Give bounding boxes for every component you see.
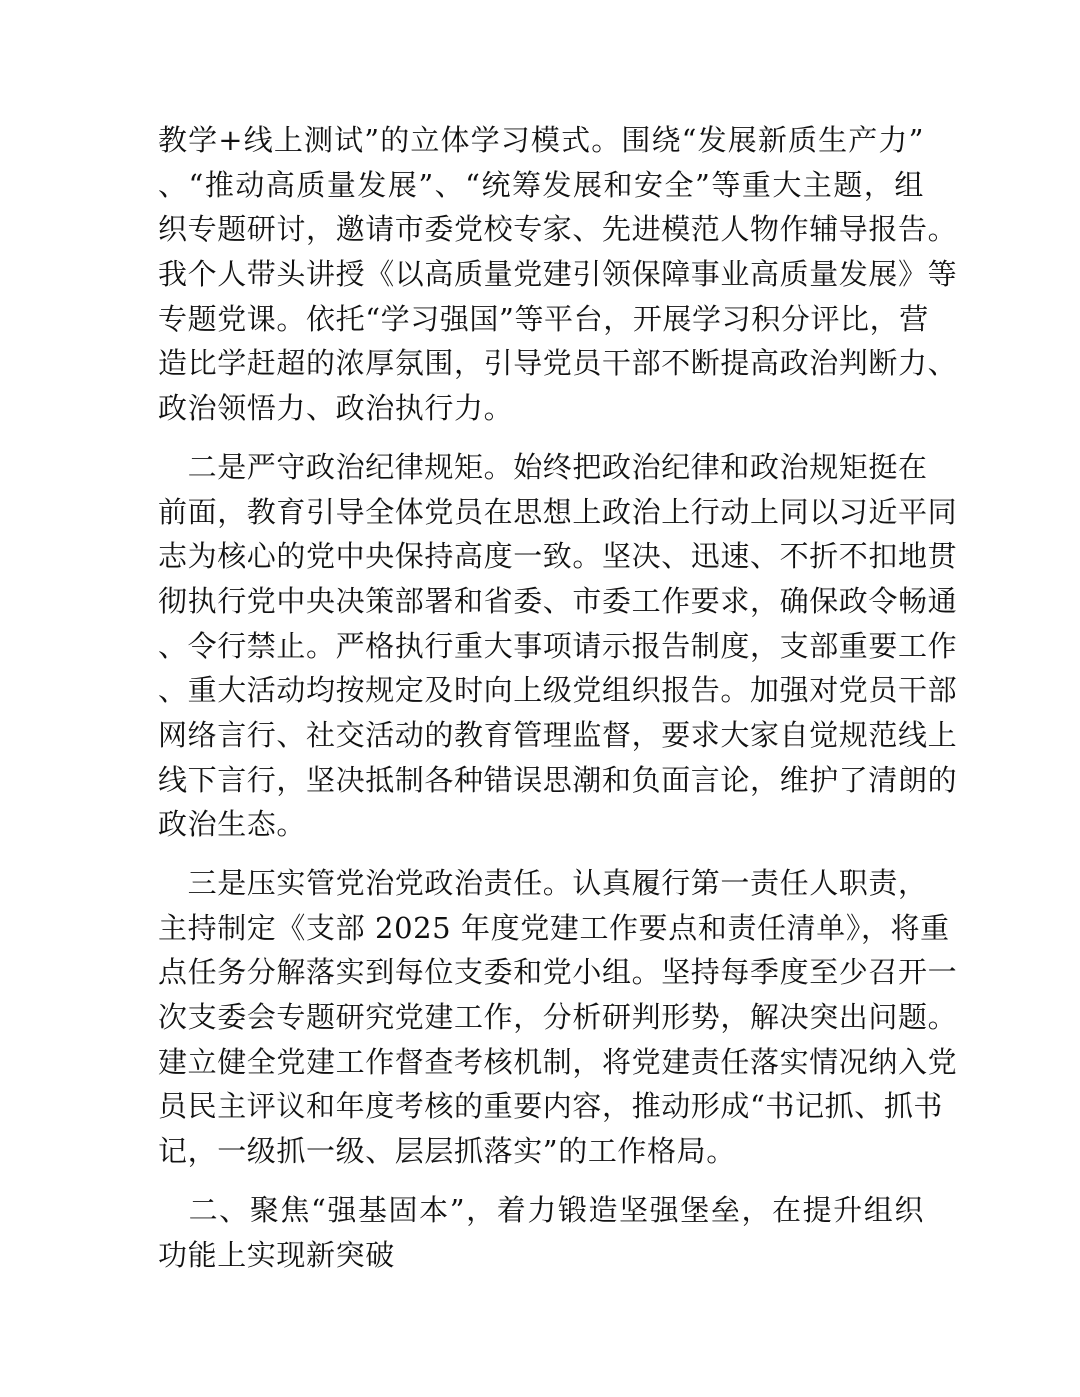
text-line: 政治领悟力、政治执行力。 — [158, 391, 514, 426]
heading-line: 功能上实现新突破 — [158, 1237, 395, 1272]
text-line: 线下言行，坚决抵制各种错误思潮和负面言论，维护了清朗的 — [158, 762, 958, 797]
text-line: 志为核心的党中央保持高度一致。坚决、迅速、不折不扣地贯 — [158, 539, 958, 574]
section-heading-two — [158, 1188, 924, 1277]
text-line: 造比学赶超的浓厚氛围，引导党员干部不断提高政治判断力、 — [158, 346, 958, 381]
text-line: 政治生态。 — [158, 807, 307, 842]
document-body — [158, 118, 958, 1291]
paragraph-party-responsibility — [158, 861, 958, 1174]
text-line: 彻执行党中央决策部署和省委、市委工作要求，确保政令畅通 — [158, 583, 958, 618]
text-line: 网络言行、社交活动的教育管理监督，要求大家自觉规范线上 — [158, 717, 958, 752]
text-line: 前面，教育引导全体党员在思想上政治上行动上同以习近平同 — [158, 494, 958, 529]
text-line: 、重大活动均按规定及时向上级党组织报告。加强对党员干部 — [158, 673, 958, 708]
text-line: 、令行禁止。严格执行重大事项请示报告制度，支部重要工作 — [158, 628, 958, 663]
text-line: 主持制定《支部 2025 年度党建工作要点和责任清单》，将重 — [158, 910, 950, 945]
heading-line: 二、聚焦“强基固本”，着力锻造坚强堡垒，在提升组织 — [158, 1192, 924, 1227]
text-line: 点任务分解落实到每位支委和党小组。坚持每季度至少召开一 — [158, 955, 958, 990]
text-line: 专题党课。依托“学习强国”等平台，开展学习积分评比，营 — [158, 301, 929, 336]
text-line: 织专题研讨，邀请市委党校专家、先进模范人物作辅导报告。 — [158, 212, 958, 247]
text-line: 教学+线上测试”的立体学习模式。围绕“发展新质生产力” — [158, 123, 924, 157]
text-line: 三是压实管党治党政治责任。认真履行第一责任人职责， — [158, 866, 928, 900]
text-line: 次支委会专题研究党建工作，分析研判形势，解决突出问题。 — [158, 1000, 958, 1035]
paragraph-political-discipline — [158, 445, 958, 847]
text-line: 员民主评议和年度考核的重要内容，推动形成“书记抓、抓书 — [158, 1089, 944, 1124]
text-line: 二是严守政治纪律规矩。始终把政治纪律和政治规矩挺在 — [158, 449, 928, 484]
text-line: 建立健全党建工作督查考核机制，将党建责任落实情况纳入党 — [158, 1044, 958, 1079]
text-line: 、“推动高质量发展”、“统筹发展和安全”等重大主题，组 — [158, 167, 924, 202]
paragraph-study-mode — [158, 118, 958, 431]
text-line: 我个人带头讲授《以高质量党建引领保障事业高质量发展》等 — [158, 257, 958, 292]
text-line: 记，一级抓一级、层层抓落实”的工作格局。 — [158, 1134, 736, 1169]
